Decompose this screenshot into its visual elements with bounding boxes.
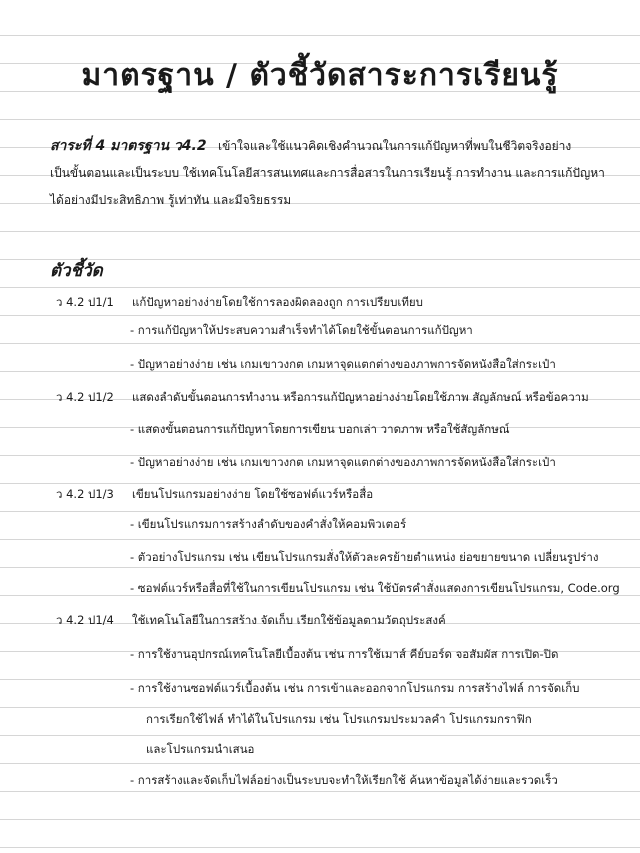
indicator-4 xyxy=(56,612,446,630)
standard-lead: สาระที่ 4 มาตรฐาน ว4.2 xyxy=(50,138,207,154)
indicator-code: ว 4.2 ป1/4 xyxy=(56,613,114,627)
indicator-3 xyxy=(56,486,373,504)
indicator-4-item-2-cont-1: การเรียกใช้ไฟล์ ทำได้ในโปรแกรม เช่น โปรแกรมประมวลคำ โปรแกรมกราฟิก xyxy=(146,712,532,726)
indicator-text: ใช้เทคโนโลยีในการสร้าง จัดเก็บ เรียกใช้ข้อมูลตามวัตถุประสงค์ xyxy=(132,613,446,627)
standard-text-1: เข้าใจและใช้แนวคิดเชิงคำนวณในการแก้ปัญหาที่พบในชีวิตจริงอย่าง xyxy=(218,139,572,153)
indicators-heading: ตัวชี้วัด xyxy=(50,261,103,281)
indicator-text: แก้ปัญหาอย่างง่ายโดยใช้การลองผิดลองถูก การเปรียบเทียบ xyxy=(132,295,423,309)
indicator-1-item-2: - ปัญหาอย่างง่าย เช่น เกมเขาวงกต เกมหาจุดแตกต่างของภาพการจัดหนังสือใส่กระเป๋า xyxy=(130,357,556,371)
indicator-4-item-3: - การสร้างและจัดเก็บไฟล์อย่างเป็นระบบจะทำให้เรียกใช้ ค้นหาข้อมูลได้ง่ายและรวดเร็ว xyxy=(130,773,558,787)
indicator-2-item-2: - ปัญหาอย่างง่าย เช่น เกมเขาวงกต เกมหาจุดแตกต่างของภาพการจัดหนังสือใส่กระเป๋า xyxy=(130,455,556,469)
indicator-code: ว 4.2 ป1/1 xyxy=(56,295,114,309)
indicator-code: ว 4.2 ป1/3 xyxy=(56,487,114,501)
indicator-4-item-2-cont-2: และโปรแกรมนำเสนอ xyxy=(146,742,255,756)
indicator-3-item-1: - เขียนโปรแกรมการสร้างลำดับของคำสั่งให้คอมพิวเตอร์ xyxy=(130,517,407,531)
standard-line-2: เป็นขั้นตอนและเป็นระบบ ใช้เทคโนโลยีสารสนเทศและการสื่อสารในการเรียนรู้ การทำงาน และการแก้ปัญหา xyxy=(50,166,605,180)
page-title: มาตรฐาน / ตัวชี้วัดสาระการเรียนรู้ xyxy=(81,58,559,93)
indicator-3-item-3: - ซอฟต์แวร์หรือสื่อที่ใช้ในการเขียนโปรแกรม เช่น ใช้บัตรคำสั่งแสดงการเขียนโปรแกรม, Code.org xyxy=(130,581,620,595)
indicator-2-item-1: - แสดงขั้นตอนการแก้ปัญหาโดยการเขียน บอกเล่า วาดภาพ หรือใช้สัญลักษณ์ xyxy=(130,422,510,436)
indicator-text: แสดงลำดับขั้นตอนการทำงาน หรือการแก้ปัญหาอย่างง่ายโดยใช้ภาพ สัญลักษณ์ หรือข้อความ xyxy=(132,390,589,404)
indicator-4-item-1: - การใช้งานอุปกรณ์เทคโนโลยีเบื้องต้น เช่น การใช้เมาส์ คีย์บอร์ด จอสัมผัส การเปิด-ปิด xyxy=(130,647,559,661)
standard-paragraph xyxy=(50,133,610,214)
indicator-3-item-2: - ตัวอย่างโปรแกรม เช่น เขียนโปรแกรมสั่งให้ตัวละครย้ายตำแหน่ง ย่อขยายขนาด เปลี่ยนรูปร่าง xyxy=(130,550,599,564)
standard-line-3: ได้อย่างมีประสิทธิภาพ รู้เท่าทัน และมีจริยธรรม xyxy=(50,193,292,207)
standard-line-1 xyxy=(50,133,610,160)
indicator-2 xyxy=(56,389,589,407)
indicator-1-item-1: - การแก้ปัญหาให้ประสบความสำเร็จทำได้โดยใช้ขั้นตอนการแก้ปัญหา xyxy=(130,323,473,337)
indicator-4-item-2: - การใช้งานซอฟต์แวร์เบื้องต้น เช่น การเข้าและออกจากโปรแกรม การสร้างไฟล์ การจัดเก็บ xyxy=(130,681,580,695)
indicator-code: ว 4.2 ป1/2 xyxy=(56,390,114,404)
indicator-1 xyxy=(56,294,423,312)
indicator-text: เขียนโปรแกรมอย่างง่าย โดยใช้ซอฟต์แวร์หรือสื่อ xyxy=(132,487,374,501)
